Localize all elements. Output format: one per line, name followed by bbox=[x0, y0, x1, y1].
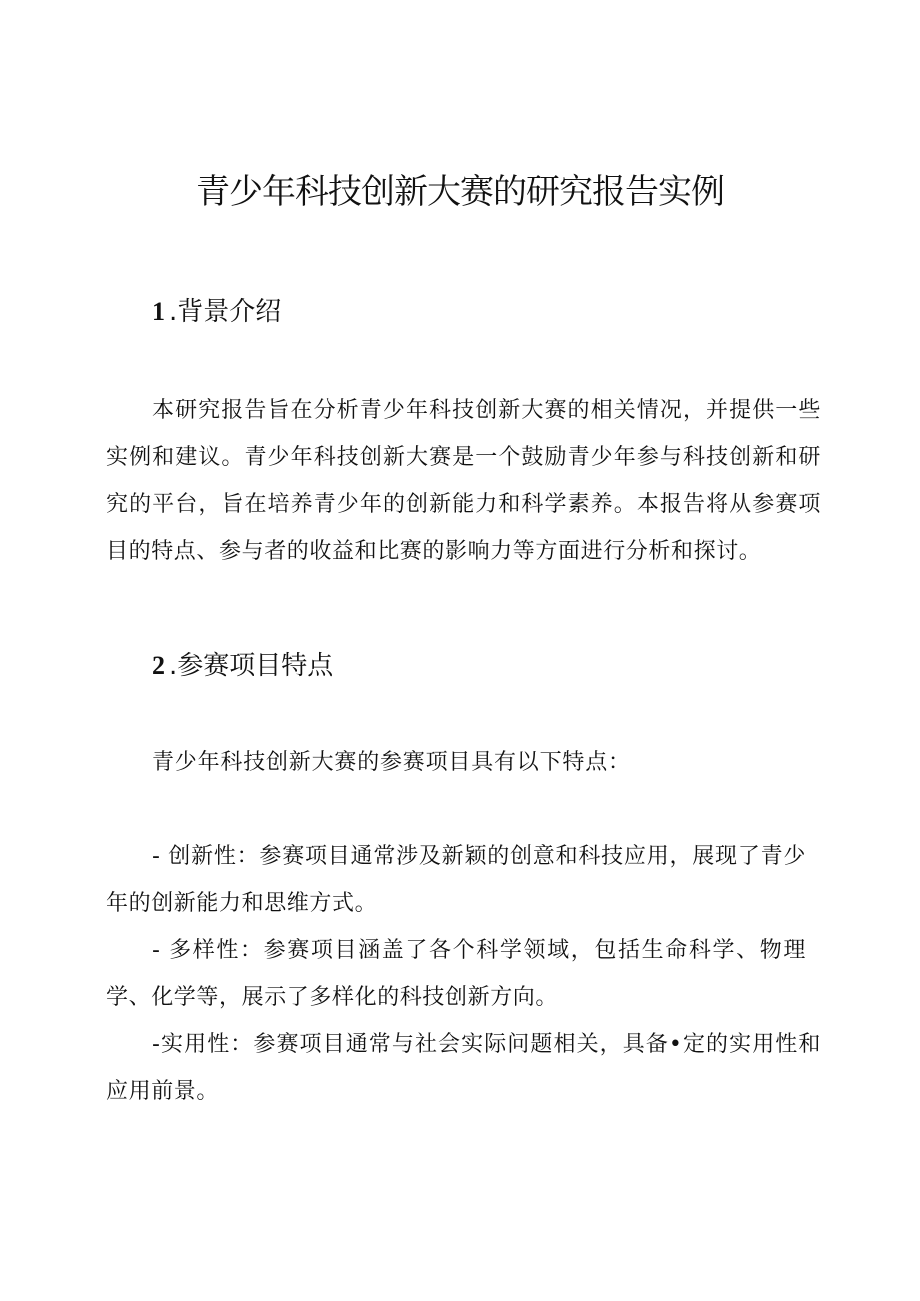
project-features-intro: 青少年科技创新大赛的参赛项目具有以下特点： bbox=[152, 750, 631, 775]
section-title: .背景介绍 bbox=[169, 297, 282, 327]
section-number: 1 bbox=[152, 297, 165, 326]
section-heading-background bbox=[152, 294, 281, 330]
section-title: .参赛项目特点 bbox=[169, 651, 334, 681]
background-paragraph: 本研究报告旨在分析青少年科技创新大赛的相关情况，并提供一些实例和建议。青少年科技创新大赛是一个鼓励青少年参与科技创新和研究的平台，旨在培养青少年的创新能力和科学素养。本报告将从参赛项目的特点、参与者的收益和比赛的影响力等方面进行分析和探讨。 bbox=[106, 398, 821, 564]
section-number: 2 bbox=[152, 651, 165, 680]
section-heading-project-features bbox=[152, 648, 333, 684]
feature-item-innovation: - 创新性：参赛项目通常涉及新颖的创意和科技应用，展现了青少年的创新能力和思维方式。 bbox=[106, 844, 806, 916]
feature-item-diversity: - 多样性：参赛项目涵盖了各个科学领域，包括生命科学、物理学、化学等，展示了多样化的科技创新方向。 bbox=[106, 938, 806, 1010]
feature-item-practicality: -实用性：参赛项目通常与社会实际问题相关，具备•定的实用性和应用前景。 bbox=[106, 1032, 821, 1104]
document-title: 青少年科技创新大赛的研究报告实例 bbox=[196, 172, 724, 212]
